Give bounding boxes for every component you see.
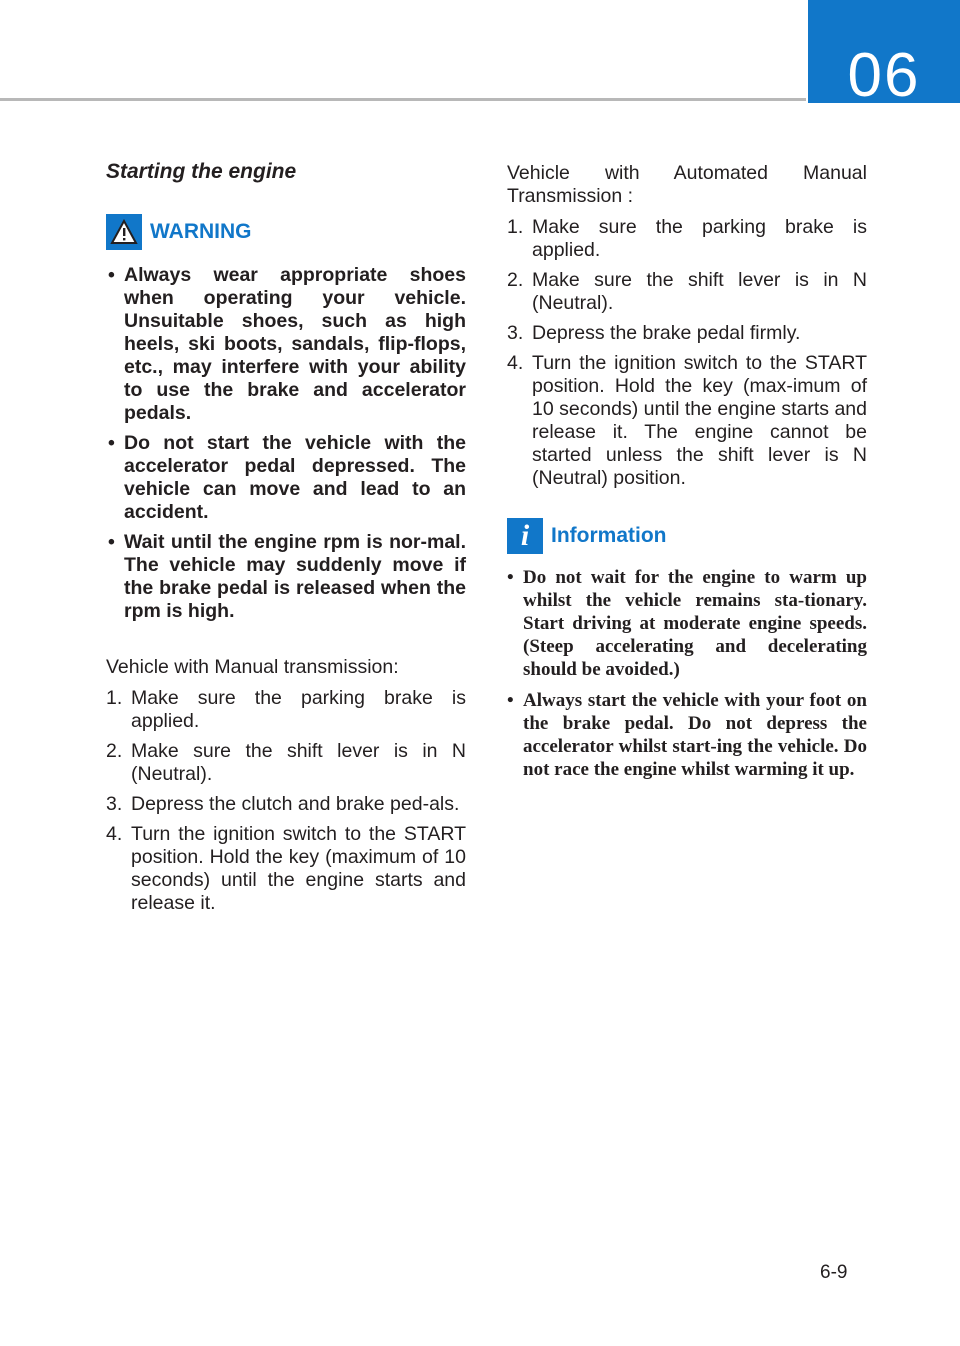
step-number: 3.: [507, 322, 524, 344]
warning-heading: [106, 214, 252, 250]
information-list: [507, 566, 867, 789]
step-number: 2.: [106, 740, 123, 762]
warning-label: WARNING: [150, 220, 252, 243]
step-number: 3.: [106, 793, 123, 815]
chapter-tab: [808, 0, 960, 110]
list-item: [507, 269, 867, 315]
header-rule: [0, 98, 806, 101]
list-item: [106, 823, 466, 915]
warning-item: • Wait until the engine rpm is nor-mal. The vehicle may suddenly move if the brake pedal is released when the rpm is high.: [106, 531, 466, 623]
step-text: Depress the brake pedal firmly.: [532, 322, 801, 344]
step-number: 1.: [106, 687, 123, 709]
step-text: Turn the ignition switch to the START position. Hold the key (maximum of 10 seconds) until the engine starts and release it.: [131, 823, 466, 914]
warning-item: • Do not start the vehicle with the accelerator pedal depressed. The vehicle can move and lead to an accident.: [106, 432, 466, 524]
step-text: Depress the clutch and brake ped-als.: [131, 793, 460, 815]
step-number: 4.: [106, 823, 123, 845]
step-text: Make sure the shift lever is in N (Neutral).: [131, 740, 466, 785]
list-item: [106, 740, 466, 786]
step-number: 2.: [507, 269, 524, 291]
information-item: • Always start the vehicle with your foot on the brake pedal. Do not depress the accelerator whilst start-ing the vehicle. Do not race the engine whilst warming it up.: [507, 689, 867, 781]
manual-steps: [106, 687, 466, 915]
step-number: 1.: [507, 216, 524, 238]
list-item: [106, 793, 466, 816]
list-item: [507, 352, 867, 490]
step-number: 4.: [507, 352, 524, 374]
manual-heading: Vehicle with Manual transmission:: [106, 656, 399, 678]
list-item: [507, 322, 867, 345]
warning-item: • Always wear appropriate shoes when operating your vehicle. Unsuitable shoes, such as high heels, ski boots, sandals, flip-flops, etc., may interfere with your ability to use the brake and accelerator pedals.: [106, 264, 466, 425]
section-title: Starting the engine: [106, 160, 297, 183]
amt-heading: Vehicle with Automated Manual Transmission :: [507, 162, 867, 207]
amt-steps: [507, 216, 867, 490]
information-item: • Do not wait for the engine to warm up whilst the vehicle remains sta-tionary. Start driving at moderate engine speeds. (Steep accelerating and decelerating should be avoided.): [507, 566, 867, 681]
step-text: Turn the ignition switch to the START position. Hold the key (max-imum of 10 seconds) until the engine starts and release it. The engine cannot be started unless the shift lever is N (Neutral) position.: [532, 352, 867, 489]
amt-block: [507, 162, 867, 497]
list-item: [507, 216, 867, 262]
info-icon: i: [507, 518, 543, 554]
chapter-number: 06: [847, 41, 921, 110]
information-label: Information: [551, 524, 667, 547]
warning-list: [106, 264, 466, 630]
information-heading: [507, 518, 667, 554]
step-text: Make sure the parking brake is applied.: [131, 687, 466, 732]
step-text: Make sure the shift lever is in N (Neutral).: [532, 269, 867, 314]
list-item: [106, 687, 466, 733]
warning-triangle-icon: [106, 214, 142, 250]
manual-transmission-block: [106, 656, 466, 922]
page-number: 6-9: [820, 1262, 848, 1283]
step-text: Make sure the parking brake is applied.: [532, 216, 867, 261]
